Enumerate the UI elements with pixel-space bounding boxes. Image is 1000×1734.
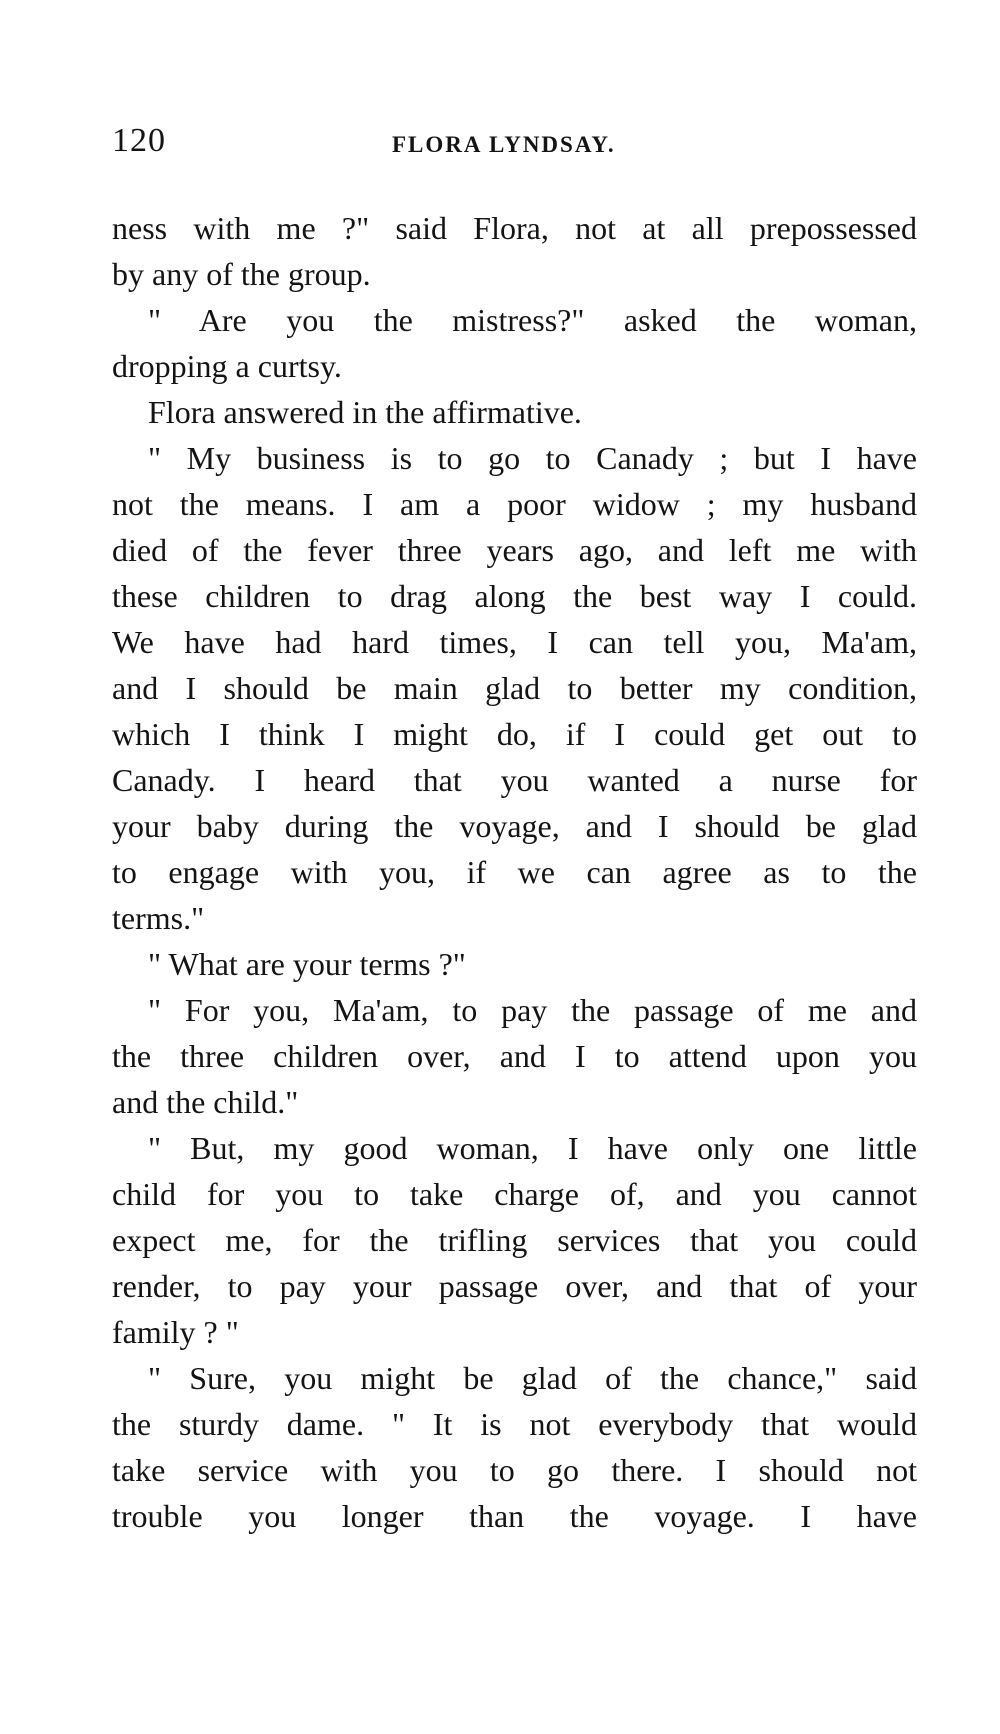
text-line: ness with me ?" said Flora, not at all prepossessed [112,210,917,246]
text-line: render, to pay your passage over, and that of your [112,1268,917,1304]
page-header [112,122,912,172]
text-line: " Sure, you might be glad of the chance," said [148,1360,917,1396]
text-line: by any of the group. [112,256,371,292]
page-number: 120 [112,122,166,159]
text-line: which I think I might do, if I could get out to [112,716,917,752]
text-line: the sturdy dame. " It is not everybody that would [112,1406,917,1442]
text-line: " But, my good woman, I have only one little [148,1130,917,1166]
text-line: dropping a curtsy. [112,348,342,384]
text-line: We have had hard times, I can tell you, Ma'am, [112,624,917,660]
text-line: expect me, for the trifling services that you could [112,1222,917,1258]
text-line: the three children over, and I to attend upon you [112,1038,917,1074]
text-line: and the child." [112,1084,299,1120]
text-line: " For you, Ma'am, to pay the passage of me and [148,992,917,1028]
text-line: Flora answered in the affirmative. [148,394,582,430]
text-line: take service with you to go there. I should not [112,1452,917,1488]
text-line: family ? " [112,1314,239,1350]
running-title: FLORA LYNDSAY. [392,132,616,157]
text-line: trouble you longer than the voyage. I have [112,1498,917,1534]
body-text [112,205,917,1539]
text-line: " What are your terms ?" [148,946,466,982]
text-line: Canady. I heard that you wanted a nurse for [112,762,917,798]
text-line: child for you to take charge of, and you cannot [112,1176,917,1212]
text-line: to engage with you, if we can agree as to the [112,854,917,890]
text-line: your baby during the voyage, and I should be glad [112,808,917,844]
text-line: died of the fever three years ago, and left me with [112,532,917,568]
text-line: " Are you the mistress?" asked the woman, [148,302,917,338]
text-line: terms." [112,900,205,936]
text-line: these children to drag along the best way I could. [112,578,917,614]
text-line: and I should be main glad to better my condition, [112,670,917,706]
text-line: " My business is to go to Canady ; but I have [148,440,917,476]
text-line: not the means. I am a poor widow ; my husband [112,486,917,522]
